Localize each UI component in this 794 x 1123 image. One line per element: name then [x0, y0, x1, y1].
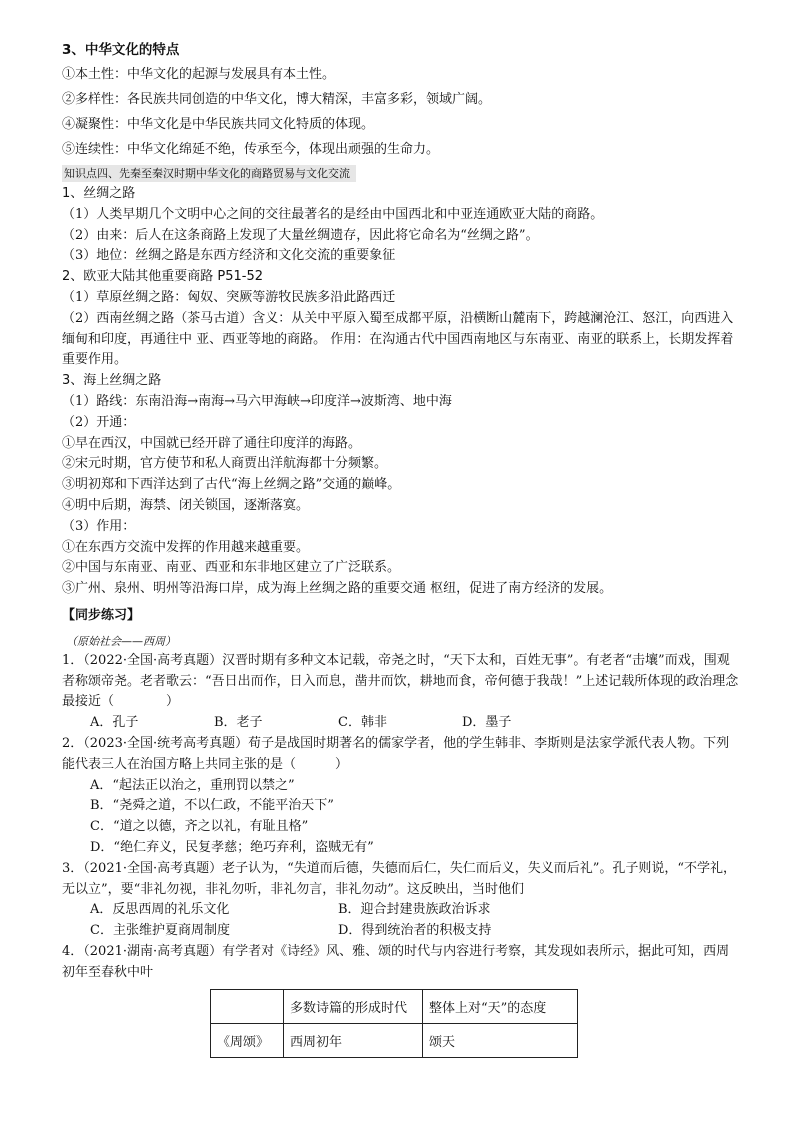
- trait-line: ①本土性：中华文化的起源与发展具有本土性。: [62, 67, 336, 82]
- subheading: 2、欧亚大陆其他重要商路 P51-52: [62, 269, 264, 285]
- table-cell: 西周初年: [284, 1024, 423, 1058]
- trait-line: ④凝聚性：中华文化是中华民族共同文化特质的体现。: [62, 117, 375, 132]
- subheading: 3、海上丝绸之路: [62, 373, 162, 389]
- option-c[interactable]: C．“道之以德，齐之以礼，有耻且格”: [90, 819, 309, 835]
- options-row: [62, 713, 742, 734]
- text-line: （3）地位：丝绸之路是东西方经济和文化交流的重要象征: [62, 248, 396, 264]
- option-a[interactable]: A．“起法正以治之，重刑罚以禁之”: [90, 777, 295, 793]
- list-item: ①在东西方交流中发挥的作用越来越重要。: [62, 539, 310, 555]
- options-row: [62, 921, 742, 942]
- list-item: ③广州、泉州、明州等沿海口岸，成为海上丝绸之路的重要交通 枢纽，促进了南方经济的发展。: [62, 581, 613, 597]
- table-cell: 颂天: [423, 1024, 578, 1058]
- table-header-row: [211, 990, 578, 1024]
- list-item: ②中国与东南亚、南亚、西亚和东非地区建立了广泛联系。: [62, 560, 401, 576]
- table-header-cell: [211, 990, 284, 1024]
- text-line: （3）作用：: [62, 518, 136, 534]
- option-c[interactable]: C．韩非: [338, 715, 387, 731]
- trait-line: ②多样性：各民族共同创造的中华文化，博大精深，丰富多彩，领域广阔。: [62, 92, 492, 107]
- table-cell: 《周颂》: [211, 1024, 284, 1058]
- list-item: ②宋元时期，官方使节和私人商贾出洋航海都十分频繁。: [62, 456, 388, 472]
- period-label: （原始社会——西周）: [66, 634, 176, 648]
- options-row: [62, 900, 742, 921]
- subheading: 1、丝绸之路: [62, 186, 136, 201]
- option-d[interactable]: D．得到统治者的积极支持: [338, 923, 492, 939]
- data-table: [210, 989, 578, 1058]
- table-header-cell: 整体上对“天”的态度: [423, 990, 578, 1024]
- option-a[interactable]: A．孔子: [90, 715, 139, 731]
- option-d[interactable]: D．“绝仁弃义，民复孝慈；绝巧弃利，盗贼无有”: [90, 839, 374, 855]
- text-paragraph: （2）西南丝绸之路（茶马古道）含义：从关中平原入蜀至成都平原，沿横断山麓南下，跨越澜沧江、怒江，向西进入缅甸和印度，再通往中 亚、西亚等地的商路。 作用：在沟通古代中国西南地区与东南亚、南亚的联系上，长期发挥着重要作用。: [62, 310, 734, 368]
- question-stem: 4．（2021·湖南·高考真题）有学者对《诗经》风、雅、颂的时代与内容进行考察，其发现如表所示，据此可知，西周初年至春秋中叶: [62, 943, 730, 980]
- option-b[interactable]: B．“尧舜之道，不以仁政，不能平治天下”: [90, 798, 334, 814]
- option-b[interactable]: B．迎合封建贵族政治诉求: [338, 902, 491, 918]
- knowledge-point-heading: 知识点四、先秦至秦汉时期中华文化的商路贸易与文化交流: [62, 165, 356, 182]
- list-item: ③明初郑和下西洋达到了古代“海上丝绸之路”交通的巅峰。: [62, 477, 401, 493]
- document-page: [62, 38, 742, 983]
- list-item: ④明中后期，海禁、闭关锁国，逐渐落寞。: [62, 497, 310, 513]
- section-heading: 3、中华文化的特点: [62, 42, 180, 58]
- text-line: （2）由来：后人在这条商路上发现了大量丝绸遗存，因此将它命名为“丝绸之路”。: [62, 227, 539, 243]
- option-b[interactable]: B．老子: [214, 715, 263, 731]
- question-stem: 3．（2021·全国·高考真题）老子认为，“失道而后德，失德而后仁，失仁而后义，失义而后礼”。孔子则说，“不学礼，无以立”，要“非礼勿视，非礼勿听，非礼勿言，非礼勿动”。这反映出，当时他们: [62, 860, 737, 897]
- table-row: [211, 1024, 578, 1058]
- trait-line: ⑤连续性：中华文化绵延不绝，传承至今，体现出顽强的生命力。: [62, 142, 440, 157]
- question-stem: 2．（2023·全国·统考高考真题）荀子是战国时期著名的儒家学者，他的学生韩非、李斯则是法家学派代表人物。下列能代表三人在治国方略上共同主张的是（ ）: [62, 735, 730, 772]
- question-stem: 1．（2022·全国·高考真题）汉晋时期有多种文本记载，帝尧之时，“天下太和，百姓无事”。有老者“击壤”而戏，围观者称颂帝尧。老者歌云：“吾日出而作，日入而息，凿井而饮，耕地而食，帝何德于我哉！”上述记载所体现的政治理念最接近（ ）: [62, 652, 739, 710]
- table-header-cell: 多数诗篇的形成时代: [284, 990, 423, 1024]
- practice-heading: 【同步练习】: [62, 607, 141, 623]
- option-c[interactable]: C．主张维护夏商周制度: [90, 923, 230, 939]
- text-line: （1）人类早期几个文明中心之间的交往最著名的是经由中国西北和中亚连通欧亚大陆的商路。: [62, 206, 604, 222]
- text-line: （1）路线：东南沿海→南海→马六甲海峡→印度洋→波斯湾、地中海: [62, 393, 452, 409]
- option-d[interactable]: D．墨子: [462, 715, 512, 731]
- option-a[interactable]: A．反思西周的礼乐文化: [90, 902, 230, 918]
- text-line: （2）开通：: [62, 414, 136, 430]
- list-item: ①早在西汉，中国就已经开辟了通往印度洋的海路。: [62, 435, 362, 451]
- text-line: （1）草原丝绸之路：匈奴、突厥等游牧民族多沿此路西迁: [62, 289, 396, 305]
